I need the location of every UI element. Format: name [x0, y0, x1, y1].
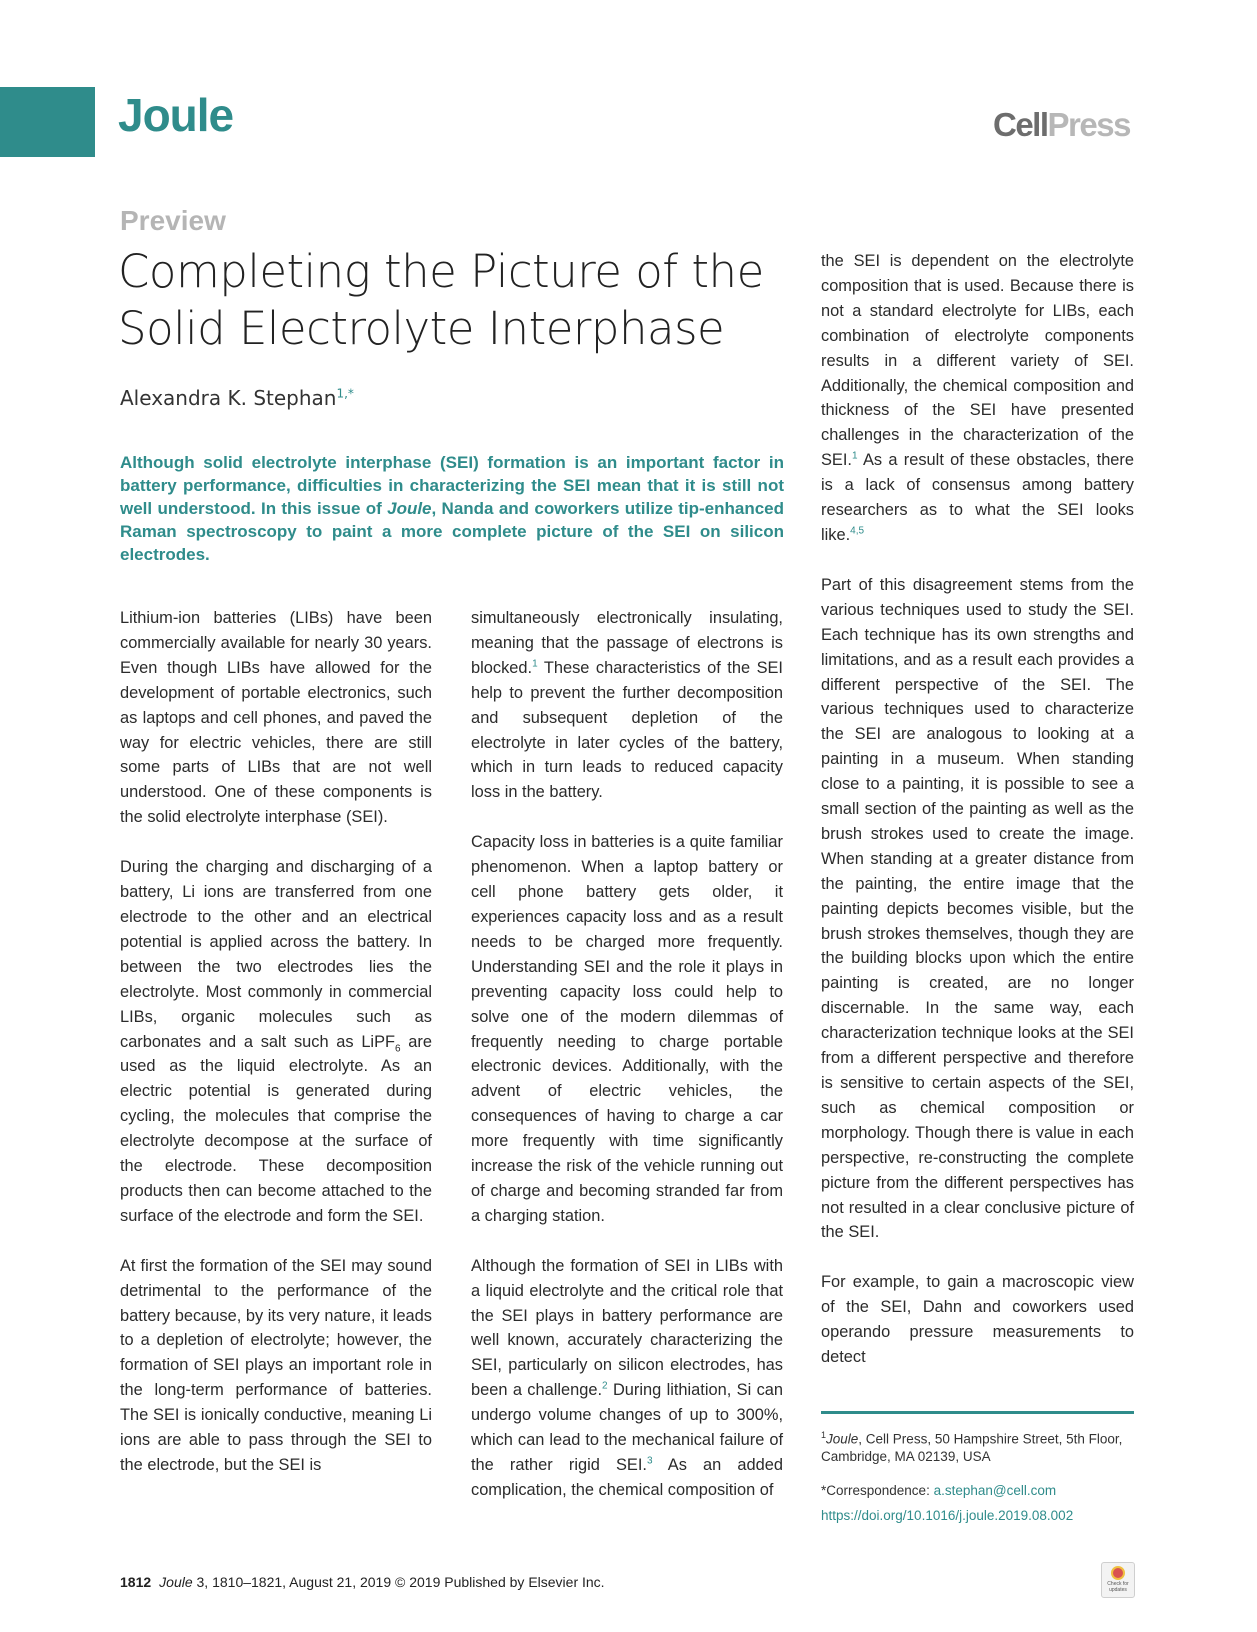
paragraph-text: are used as the liquid electrolyte. As an electric potential is generated during cycling, the molecules that comprise the electrolyte decompose at the surface of the electrode. These decomposition products then can become attached to the surface of the electrode and form the SEI. [120, 1032, 432, 1225]
citation-ref[interactable]: 1 [851, 450, 858, 462]
paragraph: Capacity loss in batteries is a quite familiar phenomenon. When a laptop battery or cell phone battery gets older, it experiences capacity loss and as a result needs to be charged more frequently. Understanding SEI and the role it plays in preventing capacity loss could help to solve one of the modern dilemmas of frequently needing to charge portable electronic devices. Additionally, with the advent of electric vehicles, the consequences of having to charge a car more frequently with time significantly increase the risk of the vehicle running out of charge and becoming stranded far from a charging station. [471, 833, 783, 1225]
affiliation-journal: Joule [826, 1431, 859, 1447]
paragraph-text: the SEI is dependent on the electrolyte composition that is used. Because there is not a standard electrolyte for LIBs, each combination of electrolyte components results in a different variety of SEI. Additionally, the chemical composition and thickness of the SEI have presented challenges in the characterization of the SEI. [821, 252, 1134, 470]
correspondence-email-link[interactable]: a.stephan@cell.com [933, 1483, 1057, 1498]
correspondence-label: *Correspondence: [821, 1483, 934, 1498]
article-title: Completing the Picture of the Solid Electrolyte Interphase [118, 245, 764, 355]
affiliation-marker: 1 [821, 1430, 827, 1440]
author-affiliation-ref[interactable]: 1,* [336, 386, 354, 401]
paragraph: Lithium-ion batteries (LIBs) have been commercially available for nearly 30 years. Even though LIBs have allowed for the development of portable electronics, such as laptops and cell phones, and paved the way for electric vehicles, there are still some parts of LIBs that are not well understood. One of these components is the solid electrolyte interphase (SEI). [120, 609, 432, 827]
article-type-label: Preview [120, 205, 226, 236]
paragraph: At first the formation of the SEI may sound detrimental to the performance of the battery because, by its very nature, it leads to a depletion of electrolyte; however, the formation of SEI plays an important role in the long-term performance of batteries. The SEI is ionically conductive, meaning Li ions are able to pass through the SEI to the electrode, but the SEI is [120, 1256, 432, 1474]
abstract-text-1: Although solid electrolyte interphase (SEI) formation is an important factor in battery performance, difficulties in characterizing the SEI mean that it is still not well understood. In this issue of [120, 453, 784, 518]
paragraph-text: As an added complication, the chemical composition of [471, 1456, 783, 1499]
affiliation-text: , Cell Press, 50 Hampshire Street, 5th Floor, Cambridge, MA 02139, USA [821, 1431, 1123, 1464]
footer-citation: 3, 1810–1821, August 21, 2019 © 2019 Published by Elsevier Inc. [192, 1574, 605, 1590]
correspondence-footnote [821, 1482, 1134, 1499]
check-for-updates-badge[interactable] [1101, 1562, 1135, 1598]
footer-journal: Joule [159, 1574, 193, 1590]
body-column-3 [821, 249, 1134, 1395]
paragraph: For example, to gain a macroscopic view of the SEI, Dahn and coworkers used operando pressure measurements to detect [821, 1273, 1134, 1367]
publisher-logo[interactable] [993, 106, 1130, 144]
check-for-updates-icon [1111, 1566, 1125, 1580]
citation-ref[interactable]: 2 [602, 1380, 608, 1392]
paragraph-text: Although the formation of SEI in LIBs with a liquid electrolyte and the critical role that the SEI plays in battery performance are well known, accurately characterizing the SEI, particularly on silicon electrodes, has been a challenge. [471, 1256, 783, 1400]
body-column-1 [120, 606, 432, 1503]
citation-ref[interactable]: 1 [532, 658, 538, 670]
page-footer [120, 1574, 605, 1590]
abstract [120, 451, 784, 566]
paragraph-text: simultaneously electronically insulating, meaning that the passage of electrons is blocked. [471, 609, 783, 677]
paragraph-text: During the charging and discharging of a battery, Li ions are transferred from one electrode to the other and an electrical potential is applied across the battery. In between the two electrodes lies the electrolyte. Most commonly in commercial LIBs, organic molecules such as carbonates and a salt such as LiPF [120, 858, 432, 1051]
paragraph [471, 1254, 783, 1503]
page-number: 1812 [120, 1574, 152, 1590]
author-name: Alexandra K. Stephan [120, 386, 337, 410]
publisher-logo-cell: Cell [993, 106, 1048, 143]
citation-ref[interactable]: 4,5 [850, 525, 865, 537]
subscript: 6 [395, 1042, 401, 1054]
paragraph [120, 855, 432, 1229]
paragraph-text: As a result of these obstacles, there is a lack of consensus among battery researchers as to what the SEI looks like. [821, 451, 1134, 544]
footnote-divider [821, 1411, 1134, 1414]
paragraph [471, 606, 783, 805]
check-for-updates-label: Check for updates [1107, 1581, 1129, 1593]
citation-ref[interactable]: 3 [646, 1455, 653, 1467]
paragraph: Part of this disagreement stems from the various techniques used to study the SEI. Each technique has its own strengths and limitations, and as a result each provides a different perspective of the SEI. The various techniques used to characterize the SEI are analogous to looking at a painting in a museum. When standing close to a painting, it is possible to see a small section of the painting as well as the brush strokes used to create the image. When standing at a greater distance from the painting, the entire image that the painting depicts becomes visible, but the brush strokes themselves, though they are the building blocks upon which the entire painting is created, are no longer discernable. In the same way, each characterization technique looks at the SEI from a different perspective and therefore is sensitive to certain aspects of the SEI, such as chemical composition or morphology. Though there is value in each perspective, re-constructing the complete picture from the different perspectives has not resulted in a clear conclusive picture of the SEI. [821, 575, 1134, 1242]
publisher-logo-press: Press [1047, 106, 1130, 143]
journal-logo[interactable]: Joule [118, 89, 234, 141]
affiliation-footnote [821, 1427, 1134, 1465]
body-column-2 [471, 606, 783, 1528]
paragraph [821, 249, 1134, 548]
paragraph-text: During lithiation, Si can undergo volume changes of up to 300%, which can lead to the mechanical failure of the rather rigid SEI. [471, 1381, 783, 1474]
abstract-journal-name: Joule [387, 499, 432, 518]
journal-color-block [0, 87, 95, 157]
paragraph-text: These characteristics of the SEI help to prevent the further decomposition and subsequent depletion of the electrolyte in later cycles of the battery, which in turn leads to reduced capacity loss in the battery. [471, 658, 783, 802]
abstract-text-2: , Nanda and coworkers utilize tip-enhanced Raman spectroscopy to paint a more complete picture of the SEI on silicon electrodes. [120, 499, 785, 564]
doi-link[interactable]: https://doi.org/10.1016/j.joule.2019.08.002 [821, 1508, 1074, 1523]
author-line [120, 386, 354, 410]
